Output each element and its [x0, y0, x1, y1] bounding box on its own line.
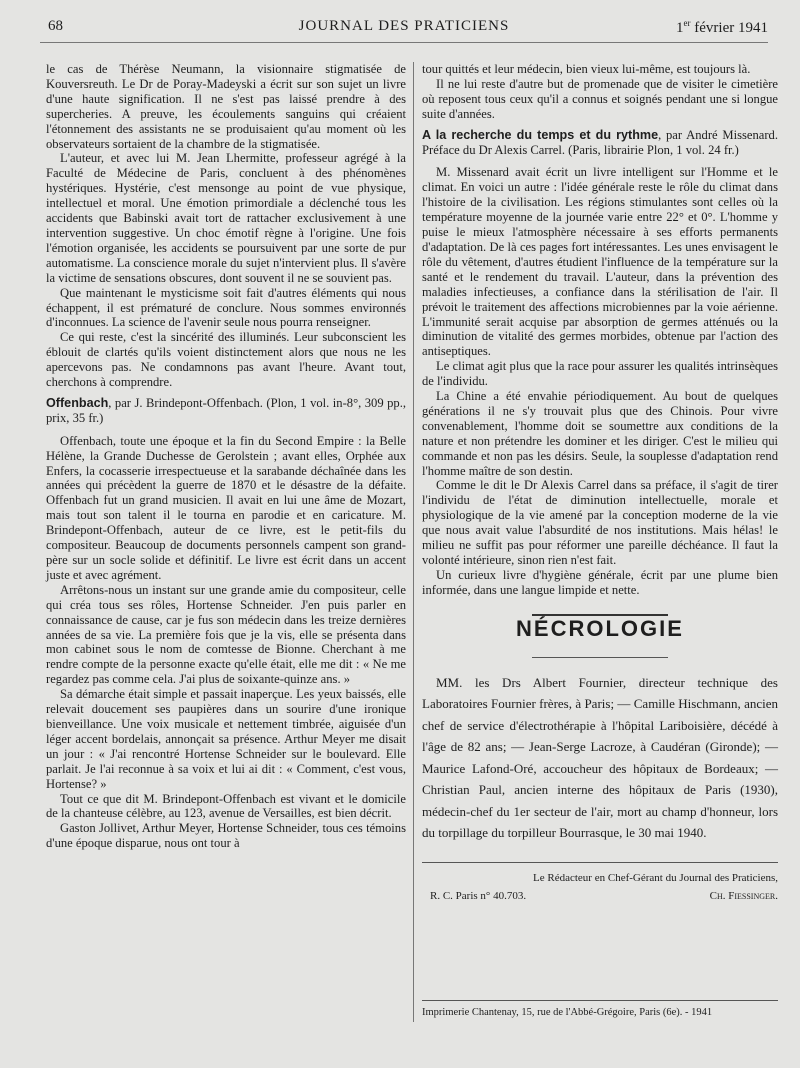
review-details: , par J. Brindepont-Offenbach. (Plon, 1 vol. in-8°, 309 pp., prix, 35 fr.) [46, 395, 406, 425]
signature-line: Le Rédacteur en Chef-Gérant du Journal des Praticiens, [533, 871, 778, 884]
editor-name: Ch. Fiessinger. [709, 889, 778, 902]
right-paragraph-2: Il ne lui reste d'autre but de promenade que de visiter le cimetière où reposent tous ceux qu'il a connus et soignés pendant une si longue suite d'années. [422, 76, 778, 121]
left-paragraph-8: Tout ce que dit M. Brindepont-Offenbach est vivant et le domicile de la chanteuse célèbre, au 123, avenue de Versailles, est bien décrit. [46, 791, 406, 821]
page-header [40, 18, 768, 40]
signature-row [422, 887, 778, 905]
right-column [422, 62, 778, 905]
left-paragraph-1: le cas de Thérèse Neumann, la visionnaire stigmatisée de Kouversreuth. Le Dr de Poray-Madeyski a écrit sur son sujet un livre d'une haute signification. Il ne s'est pas laissé prendre à des supercheries. A preuve, les écoulements sanguins qui créaient l'étonnement des assistants ne se produisaient qu'au moment où les observateurs sortaient de la chambre de la stigmatisée. [46, 62, 406, 151]
right-paragraph-7: Un curieux livre d'hygiène générale, écrit par une plume bien informée, dans une langue limpide et nette. [422, 567, 778, 597]
left-column [46, 62, 406, 851]
left-paragraph-9: Gaston Jollivet, Arthur Meyer, Hortense Schneider, tous ces témoins d'une époque disparue, nous ont tour à [46, 821, 406, 851]
review-title: Offenbach [46, 395, 109, 410]
registry-number: R. C. Paris n° 40.703. [430, 889, 527, 902]
necrology-title: NÉCROLOGIE [516, 615, 684, 641]
page-number: 68 [48, 18, 63, 34]
left-paragraph-4: Ce qui reste, c'est la sincérité des illuminés. Leur subconscient les éblouit de clartés qu'ils voient distinctement alors que nous ne les apercevons pas. Ne condamnons pas avant l'heure. Avant tout, cherchons à comprendre. [46, 330, 406, 390]
right-paragraph-5: La Chine a été envahie périodiquement. Au bout de quelques générations il ne s'y trouvait plus que des Chinois. Pour vivre convenablement, l'homme doit se soumettre aux conditions de la nature et non prétendre les dominer et les diriger. C'est le milieu qui commande et non pas les désirs. Seule, la souplesse d'adaptation rend l'homme maître de son destin. [422, 389, 778, 478]
date-sup: er [683, 18, 691, 28]
section-rule-under [532, 657, 668, 658]
right-paragraph-4: Le climat agit plus que la race pour assurer les qualités intrinsèques de l'individu. [422, 359, 778, 389]
necrology-text: MM. les Drs Albert Fournier, directeur technique des Laboratoires Fournier frères, à Paris; — Camille Hischmann, ancien chef de service d'électrothérapie à l'hôpital Lariboisière, décédé à l'âge de 82 ans; — Jean-Serge Lacroze, à Caudéran (Gironde); — Maurice Lafond-Oré, accoucheur des hôpitaux de Bordeaux; — Christian Paul, ancien interne des hôpitaux de Paris (1930), médecin-chef du 1er secteur de l'air, mort au champ d'honneur, lors du torpillage du torpilleur Bourrasque, le 30 mai 1940. [422, 674, 778, 841]
header-rule [40, 42, 768, 43]
date-rest: février 1941 [690, 20, 768, 36]
left-paragraph-2: L'auteur, et avec lui M. Jean Lhermitte, professeur agrégé à la Faculté de Médecine de Paris, concluent à des phénomènes hystériques. Hystérie, c'est mensonge au point de vue physique, intellectuel et moral. Une émotion primordiale a déclenché tous les accidents que Babinski avait tort de rattacher exclusivement à une intervention suggestive. Un choc émotif règne à l'origine. Une fois l'émotion organisée, les accidents se poursuivent par une sorte de pur automatisme. La conscience morale du sujet n'intervient plus. Il s'avère la victime de sensations obscures, dont souvent il ne se souvient pas. [46, 151, 406, 285]
review-missenard-heading [422, 128, 778, 158]
left-paragraph-3: Que maintenant le mysticisme soit fait d'autres éléments qui nous échappent, il est prématuré de conclure. Nous sommes environnés d'inconnues. La science de l'avenir seule nous pourra renseigner. [46, 285, 406, 330]
review-offenbach-heading [46, 396, 406, 426]
review-details: , par André Missenard. Préface du Dr Alexis Carrel. (Paris, librairie Plon, 1 vol. 24 fr.) [422, 127, 778, 157]
issue-date [676, 18, 768, 37]
journal-title: JOURNAL DES PRATICIENS [298, 18, 510, 34]
column-divider [413, 62, 414, 1022]
review-title: A la recherche du temps et du rythme [422, 127, 659, 142]
editor-signature [422, 862, 778, 905]
printer-imprint: Imprimerie Chantenay, 15, rue de l'Abbé-Grégoire, Paris (6e). - 1941 [422, 1000, 778, 1018]
date-day: 1 [676, 20, 684, 36]
left-paragraph-6: Arrêtons-nous un instant sur une grande amie du compositeur, celle qui créa tous ses rôles, Hortense Schneider. J'en puis parler en connaissance de cause, car je fus son médecin dans les treize dernières années de sa vie. La première fois que je la vis, elle se présenta dans mon cabinet sous le nom de comtesse de Bionne. Cherchant à me rendre compte de la personne exacte qu'elle était, elle me dit : « Ne me regardez pas comme cela. J'ai plus de soixante-quinze ans. » [46, 582, 406, 687]
right-paragraph-3: M. Missenard avait écrit un livre intelligent sur l'Homme et le climat. En voici un autre : l'idée générale reste le rôle du climat dans l'histoire de la civilisation. Les régions stimulantes sont celles où la température moyenne de la journée varie entre 22° et 0°. L'homme y puise le mieux l'atmosphère nécessaire à ses efforts permanents d'adaptation. De là ces pages fort intéressantes. Les unes envisagent le rôle du vêtement, d'autres étudient l'influence de la température sur la santé et le rendement du travail. L'auteur, dans la prévention des maladies infectieuses, a confiance dans la stérilisation de l'air. Il prévoit le traitement des affections microbiennes par la voie aérienne. L'immunité serait acquise par absorption de germes atténués ou la diminution de vitalité des germes morbides, obtenue par l'action des antiseptiques. [422, 165, 778, 359]
right-paragraph-1: tour quittés et leur médecin, bien vieux lui-même, est toujours là. [422, 62, 751, 76]
left-paragraph-7: Sa démarche était simple et passait inaperçue. Les yeux baissés, elle relevait doucement ses paupières dans un sourire d'une ironique bienveillance. Une voix musicale et nettement timbrée, aiguisée d'un léger accent bordelais, annonçait sa présence. Arthur Meyer me disait un jour : « J'ai rencontré Hortense Schneider sur le boulevard. Elle parlait. Je l'ai reconnue à sa voix et lui ai dit : « Comment, c'est vous, Hortense? » [46, 687, 406, 791]
right-paragraph-6: Comme le dit le Dr Alexis Carrel dans sa préface, il s'agit de tirer l'individu de l'état de diminution intellectuelle, morale et physiologique de la vie amené par la conception moderne de la vie que nous avait value l'absurdité de nos institutions. Mais hélas! le milieu ne suffit pas pour réformer une pareille déchéance. Il faut la volonté intérieure, sinon rien n'est fait. [422, 478, 778, 567]
left-paragraph-5: Offenbach, toute une époque et la fin du Second Empire : la Belle Hélène, la Grande Duchesse de Gerolstein ; avant elles, Orphée aux Enfers, la cocasserie irrespectueuse et la sarabande déchaînée dans les années qui précèdent la guerre de 1870 et le désastre de la défaite. Offenbach fut un grand musicien. Il avait en lui une âme de Mozart, mais tout son talent il le tourna en parodie et en caricature. M. Brindepont-Offenbach, auteur de ce livre, est le petit-fils du compositeur. Beaucoup de documents personnels campent son grand-père sur un socle solide et définitif. Le livre est écrit dans un accent juste et avec agrément. [46, 433, 406, 582]
